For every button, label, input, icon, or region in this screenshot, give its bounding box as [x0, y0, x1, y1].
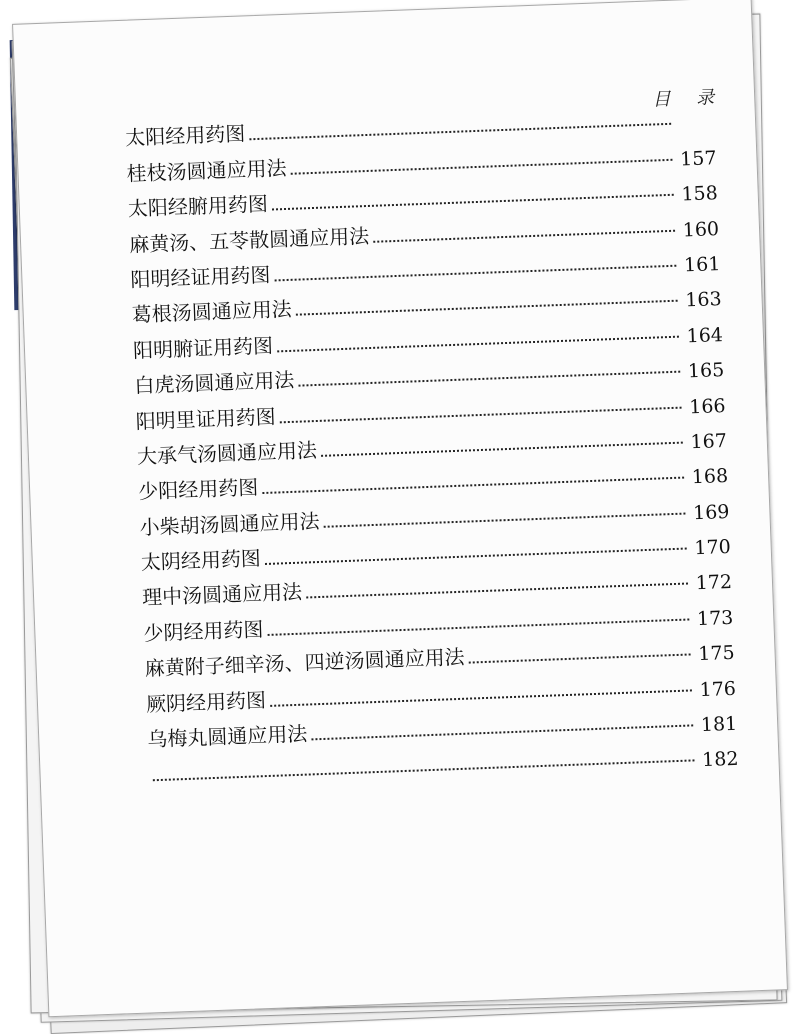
- toc-entry-title: 太阳经用药图: [124, 121, 246, 151]
- toc-entry-page: 169: [692, 500, 730, 524]
- toc-entry-title: 乌梅丸圆通应用法: [146, 721, 308, 752]
- toc-entry-title: 大承气汤圆通应用法: [136, 437, 318, 469]
- toc-entry-page: 158: [681, 182, 719, 206]
- toc-entry-page: 182: [701, 748, 739, 772]
- toc-entry-title: 桂枝汤圆通应用法: [126, 155, 287, 186]
- toc-entry-title: 少阴经用药图: [143, 616, 264, 646]
- toc-entry-title: 太阴经用药图: [140, 546, 262, 575]
- toc-entry-page: 181: [700, 712, 738, 737]
- toc-entry-title: 阳明腑证用药图: [132, 333, 274, 363]
- toc-entry-page: 175: [697, 642, 735, 666]
- toc-entry-page: 157: [679, 146, 717, 171]
- toc-entry-page: 161: [683, 253, 721, 277]
- toc-entry-page: 172: [695, 571, 733, 595]
- toc-entry-title: 厥阴经用药图: [145, 687, 267, 717]
- toc-entry-title: 麻黄汤、五苓散圆通应用法: [128, 223, 370, 257]
- toc-entry-title: 小柴胡汤圆通应用法: [139, 508, 320, 540]
- toc-entry-page: 168: [691, 465, 729, 489]
- toc-entry-page: 160: [682, 217, 720, 242]
- toc-entry-page: 166: [688, 394, 726, 418]
- toc-entry-title: 葛根汤圆通应用法: [131, 297, 293, 328]
- toc-entry-page: 164: [686, 323, 724, 348]
- toc-page: [12, 0, 788, 1017]
- toc-entry-page: 170: [694, 535, 732, 560]
- toc-entry-title: 白虎汤圆通应用法: [133, 367, 295, 398]
- toc-entry-title: 少阳经用药图: [137, 475, 259, 504]
- toc-entry-page: 173: [696, 606, 734, 631]
- toc-entry-title: 阳明里证用药图: [135, 404, 277, 434]
- toc-entry-title: 麻黄附子细辛汤、四逆汤圆通应用法: [144, 644, 465, 681]
- toc-leader-dots: [153, 759, 695, 782]
- toc-entry-title: 太阳经腑用药图: [127, 191, 269, 221]
- toc-entry-page: 167: [690, 429, 728, 454]
- toc-entry-page: 176: [699, 677, 737, 701]
- toc-entry-page: 163: [684, 288, 723, 312]
- toc-entry-title: 理中汤圆通应用法: [141, 580, 303, 610]
- toc-entry-page: 165: [687, 359, 725, 383]
- toc-entry-title: 阳明经证用药图: [130, 262, 271, 292]
- toc-list: [124, 91, 738, 785]
- page-header: 目 录: [652, 86, 725, 111]
